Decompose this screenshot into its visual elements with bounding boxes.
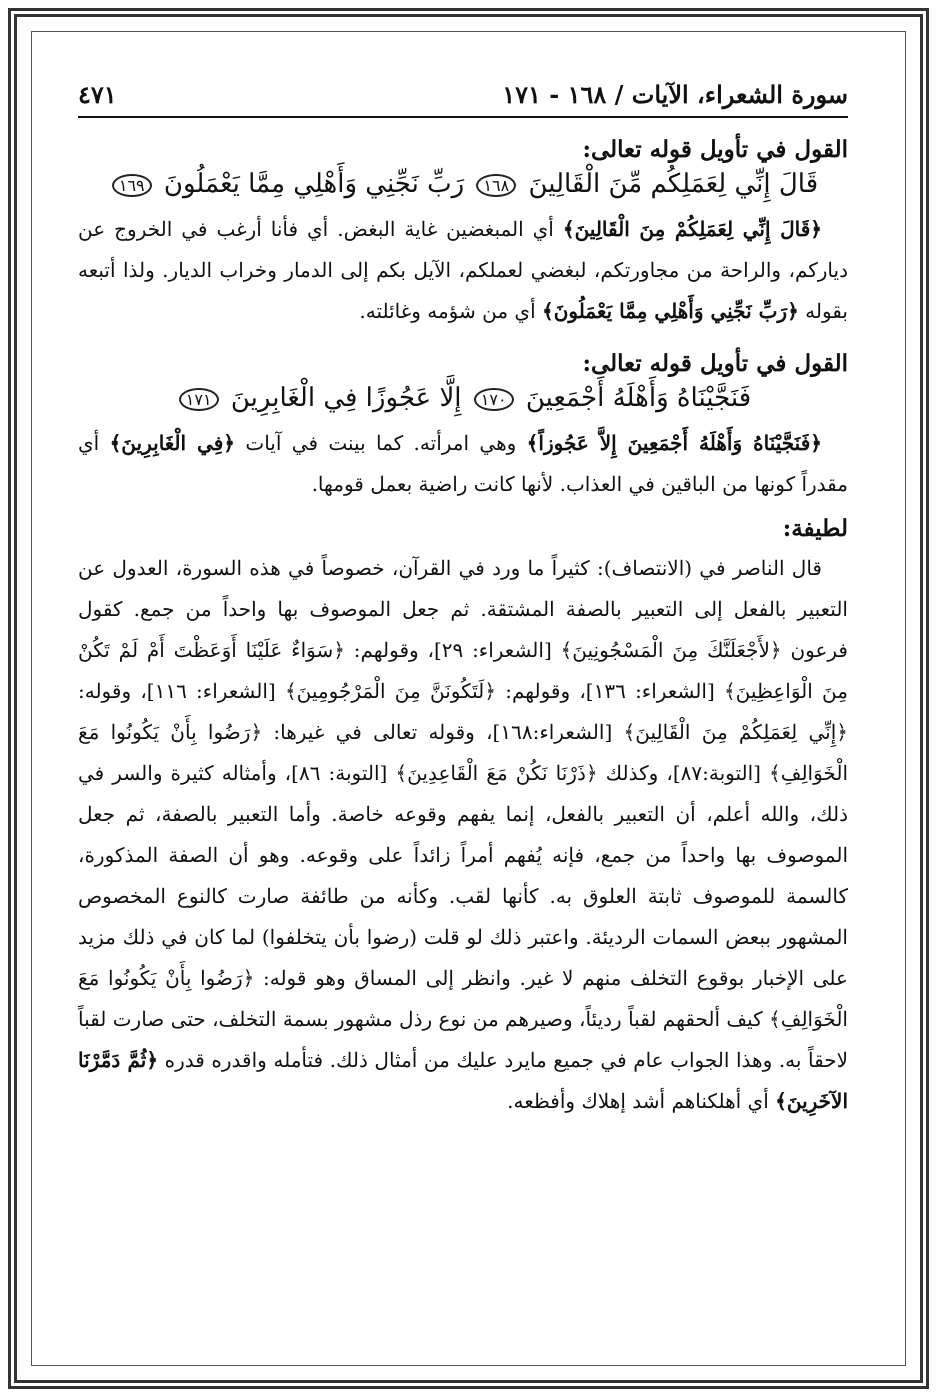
commentary-text: أي المبغضين غاية البغض. أي فأنا أرغب في الخروج عن دياركم، والراحة من مجاورتكم، لبغضي لعملكم، الآيل بكم إلى الدمار وخراب الديار. ولذا أتبعه بقوله [78,217,848,323]
commentary-paragraph-1 [78,209,848,332]
commentary-paragraph-2 [78,423,848,505]
lateefa-text-end: أي أهلكناهم أشد إهلاك وأفظعه. [507,1089,776,1113]
verse-text-170: فَنَجَّيْنَاهُ وَأَهْلَهُ أَجْمَعِينَ [525,383,752,413]
verse-marker-171: ١٧١ [179,388,219,411]
quote: ﴿قَالَ إِنِّي لِعَمَلِكُمْ مِنَ الْقَالِينَ﴾ [562,217,822,241]
verse-marker-169: ١٦٩ [112,174,152,197]
document-page [78,74,848,1334]
verse-text-168: قَالَ إِنِّي لِعَمَلِكُم مِّنَ الْقَالِينَ [528,169,819,199]
commentary-text: أي مقدراً كونها من الباقين في العذاب. لأنها كانت راضية بعمل قومها. [78,431,848,496]
quote: ﴿ثُمَّ دَمَّرْنَا الآخَرِينَ﴾ [78,1048,848,1113]
verse-text-171: إِلَّا عَجُوزًا فِي الْغَابِرِينَ [230,383,462,413]
quote: ﴿فِي الْغَابِرِينَ﴾ [109,431,236,455]
quran-verse-2 [78,383,848,413]
quote: ﴿فَنَجَّيْنَاهُ وَأَهْلَهُ أَجْمَعِينَ إِلاَّ عَجُوزاً﴾ [526,431,822,455]
verse-marker-170: ١٧٠ [474,388,514,411]
page-number: ٤٧١ [78,80,117,109]
section-heading-1: القول في تأويل قوله تعالى: [582,136,848,163]
quote: ﴿رَبِّ نَجِّنِي وَأَهْلِي مِمَّا يَعْمَلُونَ﴾ [542,299,799,323]
verse-marker-168: ١٦٨ [476,174,516,197]
lateefa-text: قال الناصر في (الانتصاف): كثيراً ما ورد في القرآن، خصوصاً في هذه السورة، العدول عن التعبير بالفعل إلى التعبير بالصفة المشتقة. ثم جعل الموصوف بها واحداً من جمع. كقول فرعون ﴿لأَجْعَلَنَّكَ مِنَ الْمَسْجُونِينَ﴾ [الشعراء: ٢٩]، وقولهم: ﴿سَوَاءٌ عَلَيْنَا أَوَعَظْتَ أَمْ لَمْ تَكُنْ مِنَ الْوَاعِظِينَ﴾ [الشعراء: ١٣٦]، وقولهم: ﴿لَتَكُونَنَّ مِنَ الْمَرْجُومِينَ﴾ [الشعراء: ١١٦]، وقوله: ﴿إِنِّي لِعَمَلِكُمْ مِنَ الْقَالِينَ﴾ [الشعراء:١٦٨]، وقوله تعالى في غيرها: ﴿رَضُوا بِأَنْ يَكُونُوا مَعَ الْخَوَالِفِ﴾ [التوبة:٨٧]، وكذلك ﴿ذَرْنَا نَكُنْ مَعَ الْقَاعِدِينَ﴾ [التوبة: ٨٦]، وأمثاله كثيرة والسر في ذلك، والله أعلم، أن التعبير بالفعل، إنما يفهم وقوعه خاصة. وأما التعبير بالصفة، ثم جعل الموصوف بها واحداً من جمع، فإنه يُفهم أمراً زائداً على وقوعه. وهو أن الصفة المذكورة، كالسمة للموصوف ثابتة العلوق به. كأنها لقب. وكأنه من طائفة صارت كالنوع المخصوص المشهور ببعض السمات الرديئة. واعتبر ذلك لو قلت (رضوا بأن يتخلفوا) لما كان في ذلك مزيد على الإخبار بوقوع التخلف منهم لا غير. وانظر إلى المساق وهو قوله: ﴿رَضُوا بِأَنْ يَكُونُوا مَعَ الْخَوَالِفِ﴾ كيف ألحقهم لقباً رديئاً، وصيرهم من نوع رذل مشهور بسمة التخلف، حتى صارت لقباً لاحقاً به. وهذا الجواب عام في جميع مايرد عليك من أمثال ذلك. فتأمله واقدره قدره [78,556,848,1072]
commentary-text: أي من شؤمه وغائلته. [359,299,542,323]
header-title: سورة الشعراء، الآيات / ١٦٨ - ١٧١ [502,80,848,109]
commentary-text: وهي امرأته. كما بينت في آيات [235,431,527,455]
running-header [78,74,848,118]
quran-verse-1 [78,169,848,199]
lateefa-heading: لطيفة: [782,515,848,542]
verse-text-169: رَبِّ نَجِّنِي وَأَهْلِي مِمَّا يَعْمَلُونَ [163,169,465,199]
section-heading-2: القول في تأويل قوله تعالى: [582,350,848,377]
lateefa-paragraph [78,548,848,1122]
